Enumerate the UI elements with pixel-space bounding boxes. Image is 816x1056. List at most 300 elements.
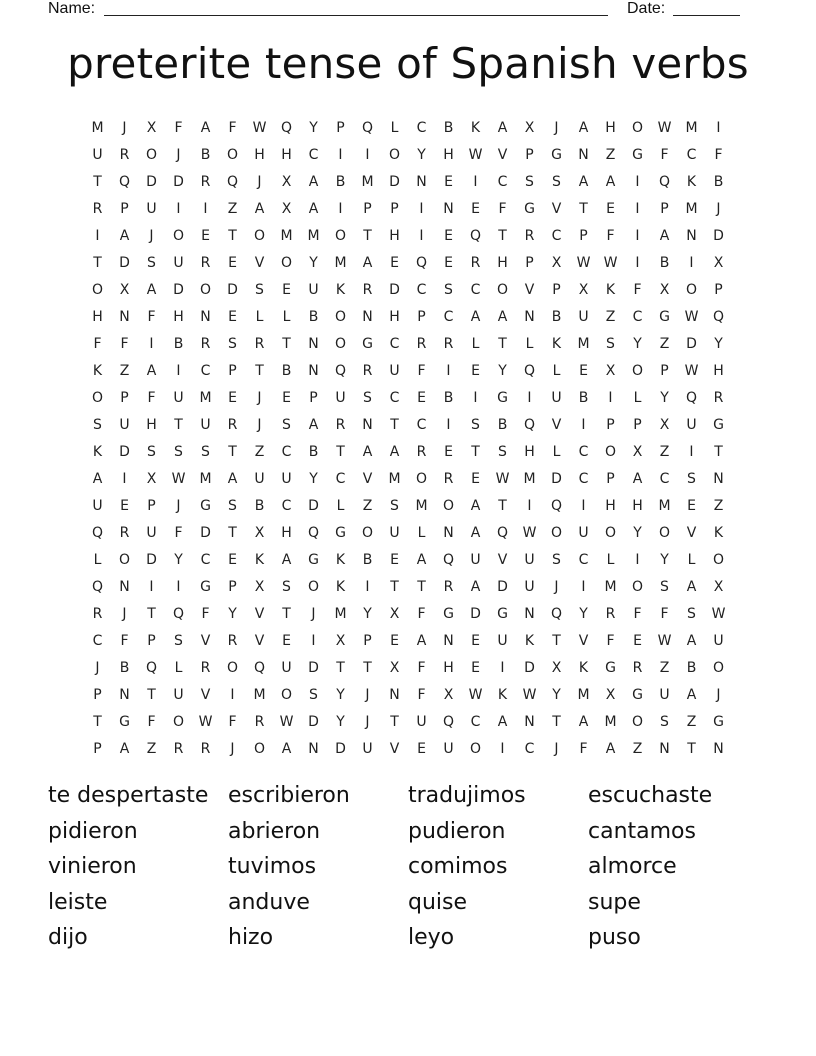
word-bank-item: vinieron xyxy=(48,854,137,879)
grid-letter: W xyxy=(468,686,483,703)
grid-letter: J xyxy=(554,578,559,595)
grid-letter: U xyxy=(659,686,670,703)
grid-letter: D xyxy=(173,173,184,190)
grid-letter: M xyxy=(334,605,347,622)
grid-letter: A xyxy=(146,362,157,379)
grid-letter: K xyxy=(524,632,535,649)
grid-letter: A xyxy=(470,308,481,325)
grid-letter: N xyxy=(200,308,211,325)
grid-letter: O xyxy=(658,524,671,541)
grid-letter: D xyxy=(335,740,346,757)
grid-letter: S xyxy=(552,173,561,190)
grid-letter: G xyxy=(308,551,319,568)
grid-letter: R xyxy=(200,740,211,757)
grid-letter: P xyxy=(147,632,156,649)
grid-letter: I xyxy=(446,416,451,433)
grid-letter: O xyxy=(604,443,617,460)
grid-letter: W xyxy=(171,470,186,487)
grid-letter: F xyxy=(606,227,615,244)
word-search-grid xyxy=(84,114,732,762)
grid-letter: T xyxy=(363,227,372,244)
grid-letter: U xyxy=(146,200,157,217)
grid-letter: T xyxy=(336,443,345,460)
grid-letter: F xyxy=(93,335,102,352)
grid-letter: J xyxy=(149,227,154,244)
grid-letter: T xyxy=(714,443,723,460)
grid-letter: T xyxy=(417,578,426,595)
grid-letter: L xyxy=(417,524,426,541)
grid-letter: D xyxy=(497,578,508,595)
grid-letter: Z xyxy=(605,308,616,325)
grid-letter: B xyxy=(659,254,670,271)
grid-letter: T xyxy=(552,713,561,730)
grid-letter: T xyxy=(282,605,291,622)
grid-letter: P xyxy=(228,578,237,595)
grid-letter: M xyxy=(199,470,212,487)
grid-letter: I xyxy=(338,200,343,217)
grid-letter: O xyxy=(712,659,725,676)
grid-letter: O xyxy=(631,362,644,379)
grid-letter: F xyxy=(228,119,237,136)
grid-letter: O xyxy=(631,578,644,595)
grid-letter: E xyxy=(417,740,426,757)
word-bank-item: pidieron xyxy=(48,818,138,844)
grid-letter: J xyxy=(716,200,721,217)
grid-letter: E xyxy=(606,200,615,217)
grid-letter: S xyxy=(147,254,156,271)
grid-letter: T xyxy=(147,605,156,622)
grid-letter: U xyxy=(470,551,481,568)
grid-letter: J xyxy=(176,146,181,163)
grid-letter: K xyxy=(713,524,724,541)
grid-letter: E xyxy=(228,389,237,406)
grid-letter: R xyxy=(470,254,481,271)
grid-letter: F xyxy=(228,713,237,730)
grid-letter: Q xyxy=(226,173,239,190)
grid-letter: S xyxy=(498,443,507,460)
grid-letter: N xyxy=(416,173,427,190)
grid-letter: A xyxy=(308,416,319,433)
grid-letter: N xyxy=(686,227,697,244)
grid-letter: F xyxy=(120,632,129,649)
grid-letter: N xyxy=(578,146,589,163)
grid-letter: F xyxy=(714,146,723,163)
grid-letter: E xyxy=(444,254,453,271)
grid-letter: J xyxy=(257,173,262,190)
grid-letter: D xyxy=(308,659,319,676)
grid-letter: O xyxy=(91,281,104,298)
grid-letter: U xyxy=(578,524,589,541)
grid-letter: W xyxy=(711,605,726,622)
grid-letter: U xyxy=(119,416,130,433)
grid-letter: V xyxy=(497,146,508,163)
grid-letter: R xyxy=(443,470,454,487)
grid-letter: P xyxy=(120,389,129,406)
grid-letter: D xyxy=(200,524,211,541)
grid-letter: G xyxy=(713,416,724,433)
date-blank-line[interactable] xyxy=(673,15,740,16)
grid-letter: Q xyxy=(172,605,185,622)
grid-letter: M xyxy=(307,227,320,244)
word-bank-item: hizo xyxy=(228,925,274,950)
grid-letter: E xyxy=(201,227,210,244)
grid-letter: W xyxy=(657,632,672,649)
name-label: Name: xyxy=(48,0,96,17)
word-bank xyxy=(48,778,768,956)
grid-letter: R xyxy=(254,713,265,730)
grid-letter: U xyxy=(335,389,346,406)
grid-letter: D xyxy=(119,443,130,460)
grid-letter: P xyxy=(390,200,399,217)
grid-letter: H xyxy=(254,146,265,163)
grid-letter: M xyxy=(577,335,590,352)
grid-letter: L xyxy=(633,389,642,406)
grid-letter: W xyxy=(603,254,618,271)
grid-letter: B xyxy=(578,389,589,406)
grid-letter: G xyxy=(497,389,508,406)
grid-letter: T xyxy=(228,227,237,244)
grid-letter: K xyxy=(335,578,346,595)
grid-letter: N xyxy=(119,686,130,703)
grid-letter: T xyxy=(498,335,507,352)
grid-letter: M xyxy=(280,227,293,244)
grid-letter: C xyxy=(524,740,535,757)
grid-letter: O xyxy=(550,524,563,541)
grid-letter: B xyxy=(119,659,130,676)
grid-letter: D xyxy=(308,497,319,514)
grid-letter: E xyxy=(444,227,453,244)
grid-letter: Z xyxy=(632,740,643,757)
grid-letter: V xyxy=(686,524,697,541)
grid-letter: I xyxy=(365,146,370,163)
grid-letter: I xyxy=(365,578,370,595)
grid-letter: T xyxy=(390,713,399,730)
grid-letter: N xyxy=(119,578,130,595)
grid-letter: X xyxy=(659,416,670,433)
grid-letter: E xyxy=(471,470,480,487)
word-bank-item: escuchaste xyxy=(588,783,713,808)
grid-letter: R xyxy=(92,605,103,622)
grid-letter: U xyxy=(389,362,400,379)
grid-letter: F xyxy=(201,605,210,622)
grid-letter: T xyxy=(93,713,102,730)
name-blank-line[interactable] xyxy=(104,15,608,16)
grid-letter: X xyxy=(119,281,130,298)
grid-letter: M xyxy=(199,389,212,406)
grid-letter: J xyxy=(122,605,127,622)
grid-letter: G xyxy=(713,713,724,730)
grid-letter: S xyxy=(390,497,399,514)
grid-letter: F xyxy=(147,389,156,406)
grid-letter: F xyxy=(660,146,669,163)
grid-letter: O xyxy=(172,713,185,730)
word-bank-item: anduve xyxy=(228,889,310,915)
grid-letter: C xyxy=(578,470,589,487)
grid-letter: P xyxy=(606,470,615,487)
grid-letter: U xyxy=(416,713,427,730)
grid-letter: P xyxy=(120,200,129,217)
grid-letter: A xyxy=(416,632,427,649)
word-bank-item: leyo xyxy=(408,925,455,950)
grid-letter: C xyxy=(335,470,346,487)
grid-letter: N xyxy=(524,308,535,325)
grid-letter: K xyxy=(254,551,265,568)
grid-letter: R xyxy=(416,335,427,352)
grid-letter: U xyxy=(524,551,535,568)
grid-letter: X xyxy=(713,254,724,271)
grid-letter: D xyxy=(227,281,238,298)
grid-letter: X xyxy=(524,119,535,136)
grid-letter: H xyxy=(173,308,184,325)
grid-letter: T xyxy=(579,200,588,217)
grid-letter: G xyxy=(119,713,130,730)
grid-letter: N xyxy=(308,362,319,379)
grid-letter: T xyxy=(390,416,399,433)
grid-letter: Y xyxy=(336,713,345,730)
grid-letter: O xyxy=(118,551,131,568)
grid-letter: B xyxy=(173,335,184,352)
grid-letter: E xyxy=(282,389,291,406)
grid-letter: W xyxy=(252,119,267,136)
grid-letter: C xyxy=(389,335,400,352)
grid-letter: I xyxy=(338,146,343,163)
grid-letter: J xyxy=(230,740,235,757)
grid-letter: L xyxy=(552,443,561,460)
grid-letter: I xyxy=(581,497,586,514)
grid-letter: D xyxy=(146,551,157,568)
grid-letter: P xyxy=(93,686,102,703)
grid-letter: O xyxy=(415,470,428,487)
grid-letter: L xyxy=(174,659,183,676)
worksheet-header xyxy=(48,0,744,20)
grid-letter: H xyxy=(92,308,103,325)
grid-letter: I xyxy=(635,200,640,217)
grid-letter: S xyxy=(363,389,372,406)
grid-letter: H xyxy=(605,119,616,136)
grid-letter: F xyxy=(660,605,669,622)
grid-letter: K xyxy=(335,551,346,568)
grid-letter: C xyxy=(416,119,427,136)
grid-letter: I xyxy=(635,551,640,568)
grid-letter: K xyxy=(686,173,697,190)
grid-letter: E xyxy=(228,308,237,325)
grid-letter: J xyxy=(257,416,262,433)
grid-letter: D xyxy=(308,713,319,730)
word-bank-item: quise xyxy=(408,889,468,915)
grid-letter: T xyxy=(687,740,696,757)
grid-letter: V xyxy=(578,632,589,649)
grid-letter: L xyxy=(525,335,534,352)
grid-letter: W xyxy=(684,362,699,379)
grid-letter: Q xyxy=(280,119,293,136)
grid-letter: I xyxy=(122,470,127,487)
grid-letter: C xyxy=(578,443,589,460)
grid-letter: S xyxy=(660,578,669,595)
grid-letter: X xyxy=(146,470,157,487)
grid-letter: R xyxy=(227,632,238,649)
grid-letter: S xyxy=(606,335,615,352)
grid-letter: G xyxy=(632,686,643,703)
grid-letter: X xyxy=(713,578,724,595)
word-bank-item: abrieron xyxy=(228,818,321,844)
grid-letter: B xyxy=(281,362,292,379)
grid-letter: N xyxy=(713,470,724,487)
grid-letter: M xyxy=(388,470,401,487)
grid-letter: Y xyxy=(579,605,588,622)
grid-letter: X xyxy=(551,659,562,676)
grid-letter: X xyxy=(389,659,400,676)
grid-letter: Q xyxy=(442,551,455,568)
grid-letter: T xyxy=(282,335,291,352)
grid-letter: U xyxy=(713,632,724,649)
grid-letter: R xyxy=(119,524,130,541)
grid-letter: N xyxy=(389,686,400,703)
grid-letter: A xyxy=(578,173,589,190)
grid-letter: L xyxy=(336,497,345,514)
grid-letter: Y xyxy=(633,335,642,352)
grid-letter: Y xyxy=(660,551,669,568)
grid-letter: I xyxy=(581,578,586,595)
grid-letter: E xyxy=(471,632,480,649)
grid-letter: K xyxy=(497,686,508,703)
grid-letter: V xyxy=(389,740,400,757)
grid-letter: S xyxy=(174,632,183,649)
grid-letter: C xyxy=(443,308,454,325)
grid-letter: P xyxy=(93,740,102,757)
grid-letter: S xyxy=(660,713,669,730)
grid-letter: S xyxy=(255,281,264,298)
grid-letter: S xyxy=(552,551,561,568)
grid-letter: O xyxy=(685,281,698,298)
grid-letter: P xyxy=(579,227,588,244)
grid-letter: D xyxy=(713,227,724,244)
grid-letter: Q xyxy=(91,524,104,541)
grid-letter: J xyxy=(95,659,100,676)
word-bank-item: te despertaste xyxy=(48,783,209,808)
grid-letter: C xyxy=(416,281,427,298)
grid-letter: Y xyxy=(228,605,237,622)
grid-letter: U xyxy=(146,524,157,541)
word-bank-item: tradujimos xyxy=(408,783,526,808)
grid-letter: Q xyxy=(658,173,671,190)
grid-letter: Q xyxy=(361,119,374,136)
grid-letter: M xyxy=(415,497,428,514)
grid-letter: A xyxy=(578,119,589,136)
grid-letter: R xyxy=(362,281,373,298)
grid-letter: T xyxy=(228,524,237,541)
grid-letter: M xyxy=(253,686,266,703)
grid-letter: F xyxy=(417,686,426,703)
grid-letter: C xyxy=(659,470,670,487)
grid-letter: U xyxy=(389,524,400,541)
grid-letter: I xyxy=(149,335,154,352)
grid-letter: W xyxy=(279,713,294,730)
grid-letter: R xyxy=(200,335,211,352)
grid-letter: O xyxy=(469,740,482,757)
grid-letter: Y xyxy=(174,551,183,568)
grid-letter: O xyxy=(226,146,239,163)
word-bank-item: puso xyxy=(588,925,641,950)
grid-letter: R xyxy=(119,146,130,163)
grid-letter: U xyxy=(200,416,211,433)
grid-letter: I xyxy=(176,578,181,595)
grid-letter: A xyxy=(200,119,211,136)
grid-letter: R xyxy=(200,254,211,271)
grid-letter: E xyxy=(633,632,642,649)
grid-letter: L xyxy=(606,551,615,568)
grid-letter: P xyxy=(606,416,615,433)
grid-letter: B xyxy=(713,173,724,190)
grid-letter: X xyxy=(443,686,454,703)
grid-letter: G xyxy=(200,497,211,514)
grid-letter: Z xyxy=(659,443,670,460)
grid-letter: E xyxy=(444,443,453,460)
grid-letter: I xyxy=(176,200,181,217)
grid-letter: A xyxy=(389,443,400,460)
grid-letter: T xyxy=(174,416,183,433)
grid-letter: P xyxy=(309,389,318,406)
grid-letter: A xyxy=(281,740,292,757)
grid-letter: G xyxy=(362,335,373,352)
grid-letter: R xyxy=(713,389,724,406)
grid-letter: P xyxy=(552,281,561,298)
grid-letter: H xyxy=(389,227,400,244)
grid-letter: W xyxy=(495,470,510,487)
grid-letter: M xyxy=(361,173,374,190)
grid-letter: B xyxy=(200,146,211,163)
grid-letter: C xyxy=(578,551,589,568)
grid-letter: A xyxy=(470,578,481,595)
grid-letter: S xyxy=(228,497,237,514)
grid-letter: V xyxy=(200,686,211,703)
grid-letter: H xyxy=(605,497,616,514)
grid-letter: I xyxy=(176,362,181,379)
grid-letter: D xyxy=(119,254,130,271)
grid-letter: N xyxy=(308,335,319,352)
grid-letter: H xyxy=(713,362,724,379)
grid-letter: F xyxy=(174,524,183,541)
grid-letter: P xyxy=(660,200,669,217)
grid-letter: A xyxy=(254,200,265,217)
grid-letter: I xyxy=(419,200,424,217)
grid-letter: A xyxy=(308,173,319,190)
grid-letter: I xyxy=(473,173,478,190)
grid-letter: T xyxy=(498,227,507,244)
grid-letter: C xyxy=(281,497,292,514)
grid-letter: H xyxy=(443,659,454,676)
grid-letter: L xyxy=(687,551,696,568)
grid-letter: U xyxy=(551,389,562,406)
word-bank-item: supe xyxy=(588,889,641,915)
grid-letter: X xyxy=(335,632,346,649)
grid-letter: C xyxy=(632,308,643,325)
grid-letter: Z xyxy=(254,443,265,460)
grid-letter: C xyxy=(470,281,481,298)
grid-letter: H xyxy=(389,308,400,325)
grid-letter: L xyxy=(282,308,291,325)
grid-letter: R xyxy=(92,200,103,217)
grid-letter: Z xyxy=(659,659,670,676)
grid-letter: T xyxy=(498,497,507,514)
word-bank-item: escribieron xyxy=(228,783,350,808)
grid-letter: U xyxy=(686,416,697,433)
grid-letter: C xyxy=(389,389,400,406)
grid-letter: Z xyxy=(605,146,616,163)
grid-letter: U xyxy=(92,146,103,163)
grid-letter: S xyxy=(687,470,696,487)
word-bank-item: leiste xyxy=(48,889,108,915)
grid-letter: N xyxy=(119,308,130,325)
